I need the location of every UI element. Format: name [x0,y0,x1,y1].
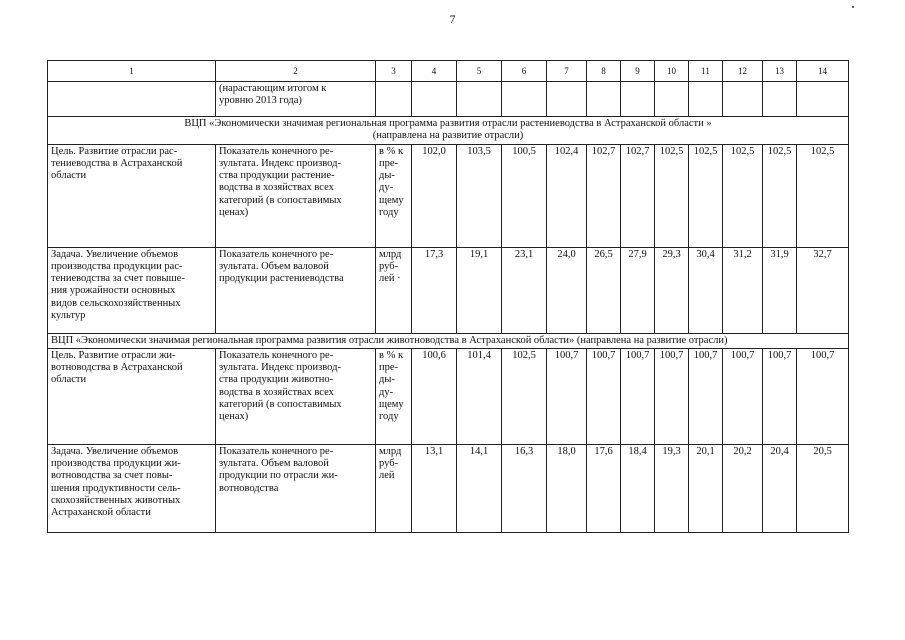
column-number-header: 6 [502,61,547,82]
cell-line: видов сельскохозяйственных [51,297,181,309]
section-title-line: ВЦП «Экономически значимая региональная программа развития отрасли животноводства в Астраханской области» (направлена на развитие отрасли) [51,334,728,346]
value-cell: 14,1 [457,444,502,532]
value-cell: 20,1 [689,444,723,532]
indicator-cell [216,144,376,247]
page-number: 7 [449,12,456,26]
cell-line: тениеводства в Астраханской [51,157,183,169]
cell-line: Показатель конечного ре- [219,349,334,361]
cell-line: категорий (в сопоставимых [219,194,342,206]
empty-cell [797,82,849,117]
value-cell: 100,7 [547,348,587,444]
value-cell: 100,6 [412,348,457,444]
continuation-row [48,82,849,117]
cell-line: щему [379,194,404,206]
cell-line: вотноводства [219,482,279,494]
empty-cell [412,82,457,117]
value-cell: 20,4 [763,444,797,532]
value-cell: 100,7 [763,348,797,444]
cell-line: Задача. Увеличение объемов [51,445,179,457]
value-cell: 100,5 [502,144,547,247]
cell-line: ства продукции животно- [219,374,334,386]
value-cell: 102,5 [797,144,849,247]
cell-line: в % к [379,145,404,157]
empty-cell [48,82,216,117]
goal-cell [48,144,216,247]
value-cell: 102,0 [412,144,457,247]
cell-line: Показатель конечного ре- [219,248,334,260]
indicator-cell [216,82,376,117]
value-cell: 102,5 [689,144,723,247]
column-number-header: 4 [412,61,457,82]
scan-dot [852,6,854,8]
value-cell: 24,0 [547,247,587,333]
column-number-header: 1 [48,61,216,82]
data-row [48,348,849,444]
section-title-row [48,117,849,145]
cell-line: продукции растениеводства [219,273,344,285]
value-cell: 18,4 [621,444,655,532]
cell-line: водства в хозяйствах всех [219,182,334,194]
value-cell: 27,9 [621,247,655,333]
column-number-header: 12 [723,61,763,82]
empty-cell [587,82,621,117]
empty-cell [723,82,763,117]
cell-line: ния урожайности основных [51,285,176,297]
section-title [48,117,849,145]
value-cell: 102,7 [621,144,655,247]
empty-cell [621,82,655,117]
cell-line: тениеводства за счет повыше- [51,273,185,285]
column-number-header: 3 [376,61,412,82]
value-cell: 17,6 [587,444,621,532]
section-title-line: ВЦП «Экономически значимая региональная программа развития отрасли растениеводства в Астраханской области » [184,118,712,129]
cell-line: ду- [379,386,394,398]
cell-line: Показатель конечного ре- [219,445,334,457]
value-cell: 19,3 [655,444,689,532]
empty-cell [655,82,689,117]
value-cell: 29,3 [655,247,689,333]
value-cell: 31,9 [763,247,797,333]
value-cell: 19,1 [457,247,502,333]
cell-line: году [379,411,399,423]
value-cell: 23,1 [502,247,547,333]
cell-line: вотноводства в Астраханской [51,362,183,374]
cell-line: ды- [379,374,395,386]
header-row [48,61,849,82]
cell-line: категорий (в сопоставимых [219,399,342,411]
cell-line: шения продуктивности сель- [51,482,181,494]
value-cell: 13,1 [412,444,457,532]
value-cell: 100,7 [689,348,723,444]
cell-line: области [51,374,87,386]
cell-line: Показатель конечного ре- [219,145,334,157]
cell-line: млрд [379,445,402,457]
cell-line: продукции по отрасли жи- [219,470,338,482]
empty-cell [547,82,587,117]
column-number-header: 5 [457,61,502,82]
unit-cell [376,348,412,444]
value-cell: 100,7 [797,348,849,444]
cell-line: Цель. Развитие отрасли рас- [51,145,178,157]
cell-line: лей [379,470,395,482]
cell-line: ценах) [219,207,249,219]
goal-cell [48,444,216,532]
cell-line: Астраханской области [51,507,151,519]
value-cell: 102,5 [763,144,797,247]
column-number-header: 8 [587,61,621,82]
cell-line: щему [379,399,404,411]
cell-line: году [379,207,399,219]
unit-cell [376,144,412,247]
value-cell: 100,7 [655,348,689,444]
value-cell: 102,5 [723,144,763,247]
cell-line: ду- [379,182,394,194]
value-cell: 102,5 [502,348,547,444]
indicators-table [47,60,849,533]
column-number-header: 11 [689,61,723,82]
value-cell: 18,0 [547,444,587,532]
cell-line: (нарастающим итогом к [219,83,327,94]
value-cell: 32,7 [797,247,849,333]
cell-line: в % к [379,349,404,361]
section-title-line: (направлена на развитие отрасли) [372,130,524,142]
value-cell: 101,4 [457,348,502,444]
column-number-header: 13 [763,61,797,82]
indicator-cell [216,444,376,532]
cell-line: производства продукции рас- [51,260,183,272]
empty-cell [502,82,547,117]
cell-line: ценах) [219,411,249,423]
section-title-row [48,333,849,348]
indicator-cell [216,348,376,444]
cell-line: уровню 2013 года) [219,95,302,107]
cell-line: лей · [379,273,401,285]
value-cell: 30,4 [689,247,723,333]
value-cell: 20,2 [723,444,763,532]
cell-line: вотноводства за счет повы- [51,470,173,482]
value-cell: 17,3 [412,247,457,333]
cell-line: водства в хозяйствах всех [219,386,334,398]
empty-cell [689,82,723,117]
cell-line: Задача. Увеличение объемов [51,248,179,260]
unit-cell [376,444,412,532]
value-cell: 100,7 [723,348,763,444]
empty-cell [376,82,412,117]
cell-line: пре- [379,157,399,169]
cell-line: зультата. Индекс производ- [219,157,341,169]
value-cell: 20,5 [797,444,849,532]
data-row [48,247,849,333]
cell-line: руб- [379,458,399,470]
indicator-cell [216,247,376,333]
value-cell: 100,7 [587,348,621,444]
cell-line: зультата. Индекс производ- [219,362,341,374]
value-cell: 31,2 [723,247,763,333]
column-number-header: 14 [797,61,849,82]
cell-line: производства продукции жи- [51,458,181,470]
goal-cell [48,247,216,333]
value-cell: 102,4 [547,144,587,247]
value-cell: 26,5 [587,247,621,333]
cell-line: Цель. Развитие отрасли жи- [51,349,176,361]
value-cell: 103,5 [457,144,502,247]
cell-line: ды- [379,170,395,182]
cell-line: зультата. Объем валовой [219,458,329,470]
empty-cell [457,82,502,117]
cell-line: руб- [379,260,399,272]
section-title [48,333,849,348]
goal-cell [48,348,216,444]
column-number-header: 2 [216,61,376,82]
value-cell: 16,3 [502,444,547,532]
value-cell: 100,7 [621,348,655,444]
cell-line: млрд [379,248,402,260]
column-number-header: 9 [621,61,655,82]
column-number-header: 7 [547,61,587,82]
cell-line: скохозяйственных животных [51,495,181,507]
data-row [48,444,849,532]
value-cell: 102,7 [587,144,621,247]
column-number-header: 10 [655,61,689,82]
unit-cell [376,247,412,333]
cell-line: ства продукции растение- [219,170,335,182]
cell-line: пре- [379,362,399,374]
cell-line: области [51,170,87,182]
empty-cell [763,82,797,117]
cell-line: культур [51,310,86,322]
cell-line: зультата. Объем валовой [219,260,329,272]
data-row [48,144,849,247]
value-cell: 102,5 [655,144,689,247]
